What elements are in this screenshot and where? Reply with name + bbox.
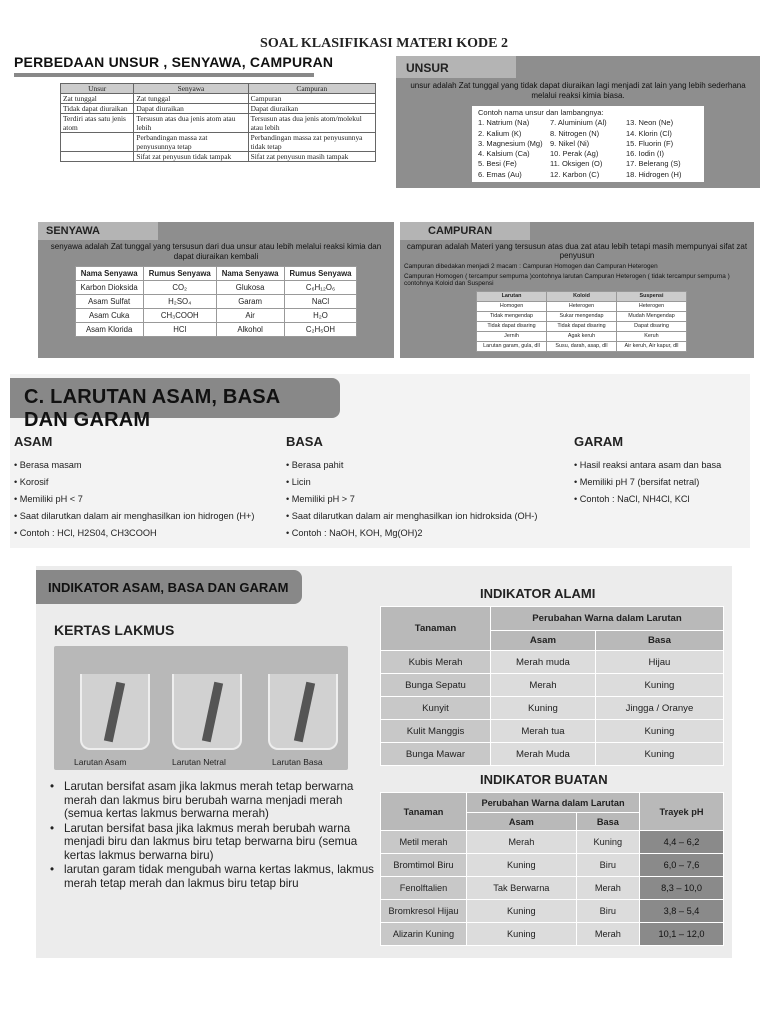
- table-cell: CO₂: [143, 281, 216, 295]
- table-cell: C₂H₅OH: [284, 323, 357, 337]
- basa-list: [286, 457, 537, 542]
- table-cell: [61, 133, 134, 152]
- perbedaan-header: Senyawa: [134, 84, 248, 94]
- unsur-item: 1. Natrium (Na): [478, 118, 530, 128]
- table-cell: Alkohol: [216, 323, 284, 337]
- garam-item: • Contoh : NaCl, NH4Cl, KCl: [574, 491, 721, 508]
- table-cell: Bromkresol Hijau: [381, 900, 467, 923]
- table-row: [477, 331, 687, 341]
- table-cell: Air keruh, Air kapur, dll: [617, 341, 687, 351]
- table-cell: Glukosa: [216, 281, 284, 295]
- table-cell: Campuran: [248, 94, 375, 104]
- table-row: [61, 133, 376, 152]
- table-row: [75, 281, 357, 295]
- unsur-examples-box: [472, 106, 704, 182]
- campuran-table: [476, 291, 687, 352]
- campuran-panel: [400, 222, 754, 358]
- unsur-item: 16. Iodin (I): [626, 149, 664, 159]
- buatan-header-perubahan: Perubahan Warna dalam Larutan: [467, 793, 640, 813]
- table-cell: Merah muda: [491, 651, 596, 674]
- table-cell: H₂SO₄: [143, 295, 216, 309]
- table-cell: Tidak dapat diuraikan: [61, 104, 134, 114]
- asam-item: • Memiliki pH < 7: [14, 491, 254, 508]
- senyawa-header: Rumus Senyawa: [284, 267, 357, 281]
- unsur-item: 17. Belerang (S): [626, 159, 681, 169]
- table-cell: Sukar mengendap: [547, 311, 617, 321]
- table-cell: Zat tunggal: [61, 94, 134, 104]
- table-row: [477, 321, 687, 331]
- basa-item: • Contoh : NaOH, KOH, Mg(OH)2: [286, 525, 537, 542]
- alami-header-perubahan: Perubahan Warna dalam Larutan: [491, 607, 724, 631]
- table-cell: 6,0 – 7,6: [640, 854, 724, 877]
- perbedaan-heading: PERBEDAAN UNSUR , SENYAWA, CAMPURAN: [14, 54, 334, 70]
- table-cell: HCl: [143, 323, 216, 337]
- indikator-buatan-title: INDIKATOR BUATAN: [480, 772, 608, 787]
- table-cell: Terdiri atas satu jenis atom: [61, 114, 134, 133]
- table-cell: Keruh: [617, 331, 687, 341]
- lakmus-bullet: • larutan garam tidak mengubah warna kertas lakmus, lakmus merah tetap merah dan lakmus biru tetap biru: [50, 863, 380, 890]
- alami-header-asam: Asam: [491, 631, 596, 651]
- unsur-item: 14. Klorin (Cl): [626, 128, 672, 138]
- table-cell: Kuning: [467, 923, 577, 946]
- unsur-box-title: Contoh nama unsur dan lambangnya:: [478, 108, 604, 117]
- table-cell: [61, 152, 134, 162]
- table-row: [381, 674, 724, 697]
- indikator-banner: [36, 570, 302, 604]
- asam-item: • Contoh : HCl, H2S04, CH3COOH: [14, 525, 254, 542]
- heading-underline: [14, 73, 314, 77]
- table-row: [75, 309, 357, 323]
- unsur-item: 11. Oksigen (O): [550, 159, 603, 169]
- table-cell: Dapat diuraikan: [248, 104, 375, 114]
- table-cell: Tersusun atas dua jenis atom atau lebih: [134, 114, 248, 133]
- table-cell: Bunga Mawar: [381, 743, 491, 766]
- table-cell: Kuning: [467, 854, 577, 877]
- table-cell: 4,4 – 6,2: [640, 831, 724, 854]
- indikator-heading: INDIKATOR ASAM, BASA DAN GARAM: [48, 580, 289, 595]
- lakmus-photo: [54, 646, 348, 770]
- basa-item: • Memiliki pH > 7: [286, 491, 537, 508]
- unsur-item: 18. Hidrogen (H): [626, 169, 682, 179]
- beaker-basa: [268, 674, 338, 750]
- asam-title: ASAM: [14, 434, 53, 449]
- table-cell: C₆H₁₂O₆: [284, 281, 357, 295]
- table-cell: Kuning: [576, 831, 639, 854]
- unsur-item: 12. Karbon (C): [550, 169, 600, 179]
- campuran-header: Suspensi: [617, 291, 687, 301]
- table-cell: Jernih: [477, 331, 547, 341]
- table-cell: Kunyit: [381, 697, 491, 720]
- table-cell: 3,8 – 5,4: [640, 900, 724, 923]
- unsur-item: 8. Nitrogen (N): [550, 128, 600, 138]
- table-row: [75, 323, 357, 337]
- unsur-item: 6. Emas (Au): [478, 169, 522, 179]
- buatan-header-basa: Basa: [576, 813, 639, 831]
- garam-column: [574, 434, 721, 508]
- table-cell: Tak Berwarna: [467, 877, 577, 900]
- indikator-alami-title: INDIKATOR ALAMI: [480, 586, 596, 601]
- senyawa-header: Nama Senyawa: [216, 267, 284, 281]
- indikator-alami-table: [380, 606, 724, 766]
- campuran-definition: campuran adalah Materi yang tersusun atas dua zat atau lebih tetapi masih mempunyai sifat zat penyusun: [406, 242, 748, 260]
- table-cell: Merah tua: [491, 720, 596, 743]
- campuran-note-2: Campuran Homogen ( tercampur sempurna )contohnya larutan Campuran Heterogen ( tidak tercampur sempurna ) contohnya Koloid dan Suspensi: [404, 272, 730, 287]
- unsur-panel: [396, 56, 760, 188]
- asam-item: • Berasa masam: [14, 457, 254, 474]
- beaker-asam: [80, 674, 150, 750]
- table-cell: Sifat zat penyusun tidak tampak: [134, 152, 248, 162]
- campuran-header: Koloid: [547, 291, 617, 301]
- table-cell: Asam Sulfat: [75, 295, 143, 309]
- table-cell: Bunga Sepatu: [381, 674, 491, 697]
- buatan-header-tanaman: Tanaman: [381, 793, 467, 831]
- table-cell: Merah: [576, 877, 639, 900]
- table-cell: Kuning: [467, 900, 577, 923]
- perbedaan-header: Campuran: [248, 84, 375, 94]
- table-cell: Garam: [216, 295, 284, 309]
- table-row: [381, 900, 724, 923]
- garam-item: • Hasil reaksi antara asam dan basa: [574, 457, 721, 474]
- asam-item: • Korosif: [14, 474, 254, 491]
- litmus-strip: [104, 682, 125, 743]
- senyawa-header: Rumus Senyawa: [143, 267, 216, 281]
- litmus-strip: [202, 682, 223, 743]
- table-row: [477, 301, 687, 311]
- table-cell: Kuning: [595, 674, 723, 697]
- table-cell: Agak keruh: [547, 331, 617, 341]
- table-cell: Perbandingan massa zat penyusunnya tetap: [134, 133, 248, 152]
- perbedaan-panel: [14, 54, 378, 188]
- table-row: [61, 114, 376, 133]
- unsur-item: 4. Kalsium (Ca): [478, 149, 530, 159]
- table-cell: 10,1 – 12,0: [640, 923, 724, 946]
- table-cell: Metil merah: [381, 831, 467, 854]
- table-cell: Kuning: [595, 743, 723, 766]
- unsur-item: 13. Neon (Ne): [626, 118, 674, 128]
- garam-title: GARAM: [574, 434, 624, 449]
- basa-item: • Berasa pahit: [286, 457, 537, 474]
- unsur-item: 9. Nikel (Ni): [550, 138, 590, 148]
- table-cell: CH₃COOH: [143, 309, 216, 323]
- buatan-header-asam: Asam: [467, 813, 577, 831]
- alami-header-basa: Basa: [595, 631, 723, 651]
- lakmus-bullets: [50, 780, 380, 891]
- basa-item: • Saat dilarutkan dalam air menghasilkan ion hidroksida (OH-): [286, 508, 537, 525]
- beaker-netral: [172, 674, 242, 750]
- table-cell: Susu, darah, asap, dll: [547, 341, 617, 351]
- lakmus-bullet: • Larutan bersifat basa jika lakmus merah berubah warna menjadi biru dan lakmus biru tetap berwarna biru (semua kertas lakmus berwarna biru): [50, 822, 380, 863]
- table-cell: Hijau: [595, 651, 723, 674]
- table-cell: Mudah Mengendap: [617, 311, 687, 321]
- table-cell: Merah: [467, 831, 577, 854]
- table-cell: Merah: [576, 923, 639, 946]
- table-cell: Heterogen: [617, 301, 687, 311]
- table-cell: Kuning: [595, 720, 723, 743]
- perbedaan-header: Unsur: [61, 84, 134, 94]
- unsur-item: 15. Fluorin (F): [626, 138, 674, 148]
- table-cell: Dapat diuraikan: [134, 104, 248, 114]
- table-row: [381, 697, 724, 720]
- campuran-heading: CAMPURAN: [400, 222, 530, 240]
- table-cell: Merah: [491, 674, 596, 697]
- senyawa-definition: senyawa adalah Zat tunggal yang tersusun dari dua unsur atau lebih melalui reaksi kimia dan dapat diuraikan kembali: [50, 242, 382, 261]
- asam-column: [14, 434, 254, 542]
- table-row: [381, 720, 724, 743]
- table-row: [381, 651, 724, 674]
- table-row: [477, 311, 687, 321]
- table-cell: Heterogen: [547, 301, 617, 311]
- unsur-heading: UNSUR: [396, 56, 516, 78]
- basa-item: • Licin: [286, 474, 537, 491]
- table-cell: Alizarin Kuning: [381, 923, 467, 946]
- table-row: [381, 923, 724, 946]
- unsur-item: 3. Magnesium (Mg): [478, 138, 543, 148]
- senyawa-heading: SENYAWA: [38, 222, 158, 240]
- unsur-item: 7. Aluminium (Al): [550, 118, 607, 128]
- caption-netral: Larutan Netral: [172, 757, 226, 767]
- table-cell: Sifat zat penyusun masih tampak: [248, 152, 375, 162]
- buatan-header-trayek: Trayek pH: [640, 793, 724, 831]
- table-cell: 8,3 – 10,0: [640, 877, 724, 900]
- table-row: [381, 877, 724, 900]
- table-cell: Homogen: [477, 301, 547, 311]
- table-cell: Asam Klorida: [75, 323, 143, 337]
- perbedaan-table: [60, 83, 376, 162]
- table-cell: Fenolftalien: [381, 877, 467, 900]
- table-cell: Bromtimol Biru: [381, 854, 467, 877]
- table-cell: Tidak dapat disaring: [477, 321, 547, 331]
- table-cell: Tidak dapat disaring: [547, 321, 617, 331]
- larutan-section: [10, 374, 750, 548]
- kertas-lakmus-title: KERTAS LAKMUS: [54, 622, 175, 638]
- table-cell: Biru: [576, 854, 639, 877]
- campuran-note-1: Campuran dibedakan menjadi 2 macam : Campuran Homogen dan Campuran Heterogen: [404, 263, 658, 270]
- unsur-item: 5. Besi (Fe): [478, 159, 517, 169]
- table-cell: Tidak mengendap: [477, 311, 547, 321]
- table-row: [381, 831, 724, 854]
- larutan-banner: [10, 378, 340, 431]
- garam-item: • Memiliki pH 7 (bersifat netral): [574, 474, 721, 491]
- basa-title: BASA: [286, 434, 323, 449]
- asam-item: • Saat dilarutkan dalam air menghasilkan ion hidrogen (H+): [14, 508, 254, 525]
- table-cell: Zat tunggal: [134, 94, 248, 104]
- table-cell: Larutan garam, gula, dll: [477, 341, 547, 351]
- table-cell: Perbandingan massa zat penyusunnya tidak tetap: [248, 133, 375, 152]
- table-cell: Biru: [576, 900, 639, 923]
- table-row: [61, 104, 376, 114]
- unsur-item: 10. Perak (Ag): [550, 149, 599, 159]
- table-row: [61, 94, 376, 104]
- table-cell: NaCl: [284, 295, 357, 309]
- table-row: [61, 152, 376, 162]
- garam-list: [574, 457, 721, 508]
- table-cell: Karbon Dioksida: [75, 281, 143, 295]
- table-cell: Asam Cuka: [75, 309, 143, 323]
- indikator-section: [36, 566, 732, 958]
- table-cell: Kuning: [491, 697, 596, 720]
- caption-basa: Larutan Basa: [272, 757, 323, 767]
- unsur-definition: unsur adalah Zat tunggal yang tidak dapat diuraikan lagi menjadi zat lain yang lebih sederhana melalui reaksi kimia biasa.: [410, 81, 746, 100]
- table-cell: Merah Muda: [491, 743, 596, 766]
- lakmus-bullet: • Larutan bersifat asam jika lakmus merah tetap berwarna merah dan lakmus biru berubah warna menjadi merah (semua kertas lakmus berwarna merah): [50, 780, 380, 821]
- table-row: [381, 854, 724, 877]
- alami-header-tanaman: Tanaman: [381, 607, 491, 651]
- caption-asam: Larutan Asam: [74, 757, 127, 767]
- table-cell: Jingga / Oranye: [595, 697, 723, 720]
- larutan-heading: C. LARUTAN ASAM, BASA DAN GARAM: [24, 386, 280, 431]
- table-row: [477, 341, 687, 351]
- page-title: SOAL KLASIFIKASI MATERI KODE 2: [260, 36, 508, 51]
- table-cell: Kulit Manggis: [381, 720, 491, 743]
- table-row: [75, 295, 357, 309]
- asam-list: [14, 457, 254, 542]
- campuran-header: Larutan: [477, 291, 547, 301]
- table-cell: Kubis Merah: [381, 651, 491, 674]
- table-cell: Air: [216, 309, 284, 323]
- unsur-item: 2. Kalium (K): [478, 128, 522, 138]
- table-cell: Dapat disaring: [617, 321, 687, 331]
- table-cell: Tersusun atas dua jenis atom/molekul atau lebih: [248, 114, 375, 133]
- table-row: [381, 743, 724, 766]
- indikator-buatan-table: [380, 792, 724, 946]
- basa-column: [286, 434, 537, 542]
- senyawa-table: [75, 266, 358, 337]
- senyawa-panel: [38, 222, 394, 358]
- table-cell: H₂O: [284, 309, 357, 323]
- senyawa-header: Nama Senyawa: [75, 267, 143, 281]
- litmus-strip: [294, 682, 315, 743]
